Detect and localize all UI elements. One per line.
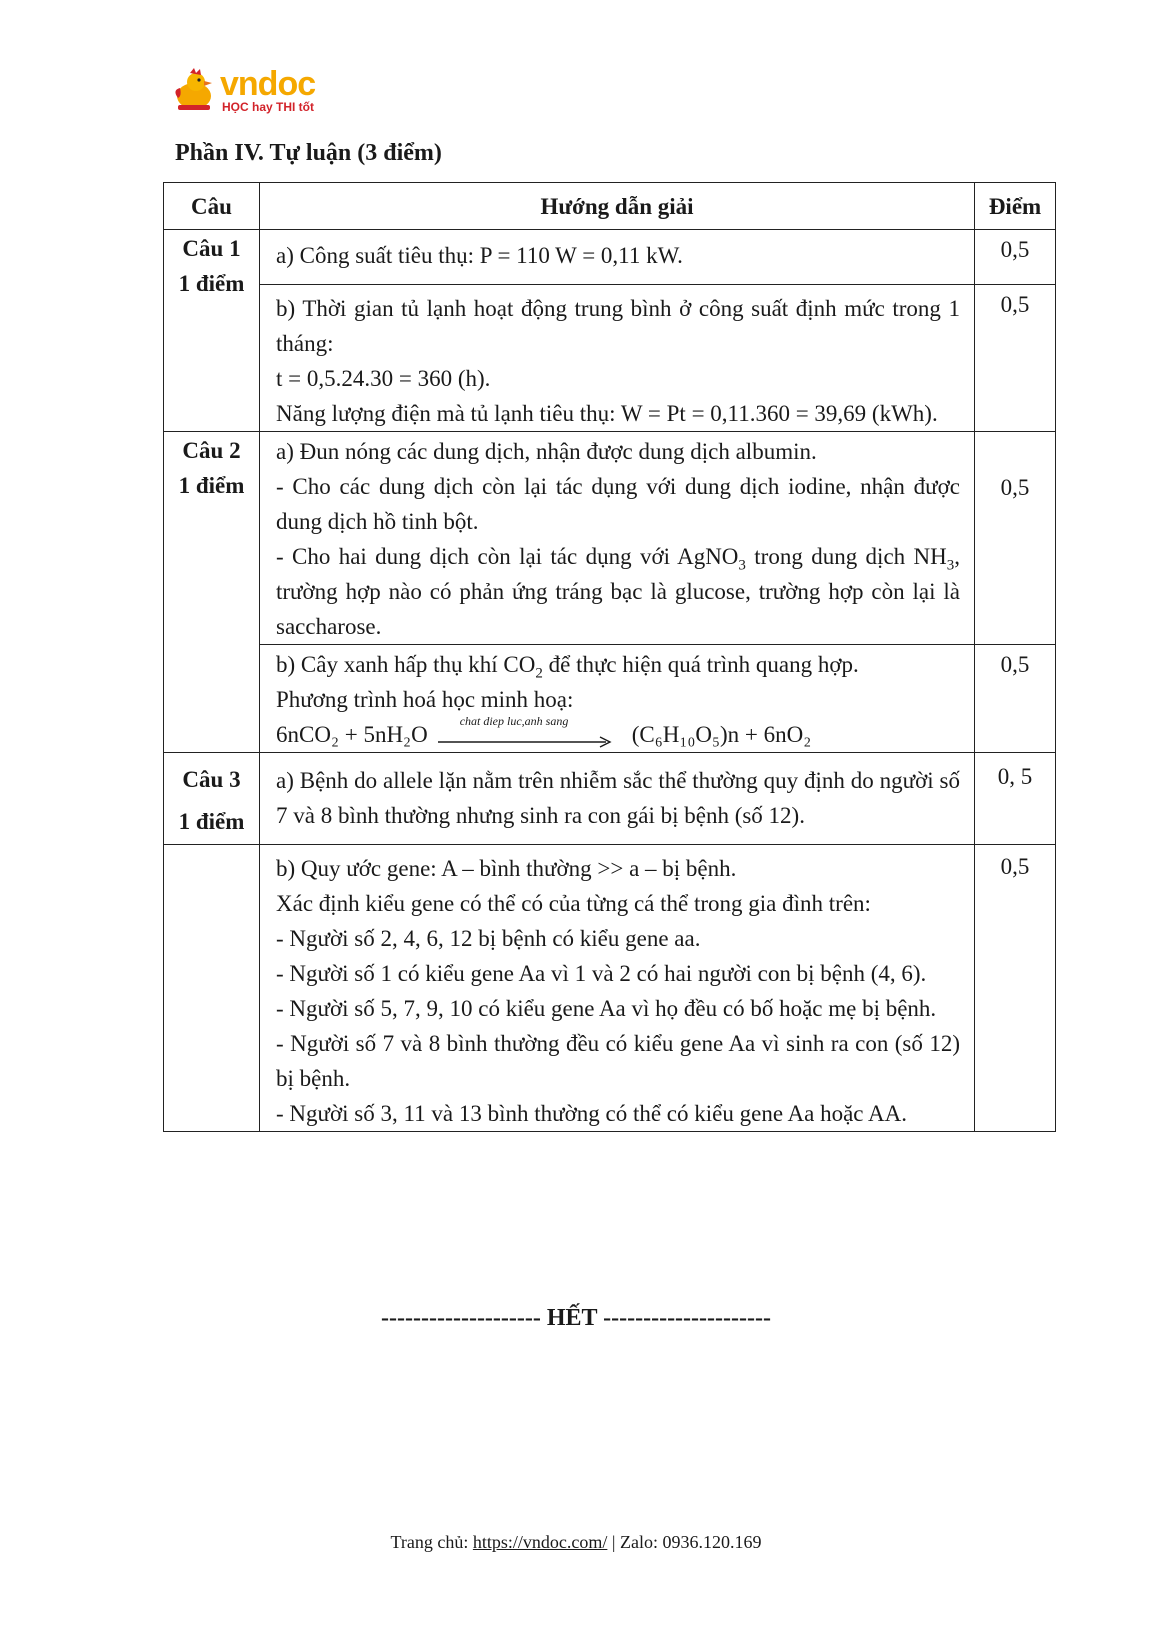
- rooster-mascot-icon: [172, 68, 218, 112]
- reaction-arrow: chat diep luc,anh sang: [438, 722, 614, 752]
- logo-slogan: HỌC hay THI tốt: [222, 100, 314, 114]
- logo-wordmark: vndoc: [220, 65, 316, 103]
- q3a-solution: a) Bệnh do allele lặn nằm trên nhiễm sắc thể thường quy định do người số 7 và 8 bình thường nhưng sinh ra con gái bị bệnh (số 12).: [260, 753, 975, 845]
- table-header-row: [164, 183, 1056, 230]
- q3b-empty-cell: [164, 845, 260, 1132]
- q2a-score: 0,5: [975, 432, 1056, 645]
- q1a-solution: a) Công suất tiêu thụ: P = 110 W = 0,11 kW.: [260, 230, 975, 285]
- homepage-link[interactable]: https://vndoc.com/: [472, 1532, 608, 1552]
- q2b-score: 0,5: [975, 645, 1056, 753]
- arrow-right-icon: [438, 736, 614, 748]
- page-footer: Trang chủ: https://vndoc.com/ | Zalo: 0936.120.169: [390, 1532, 762, 1552]
- question-2-label: Câu 2 1 điểm: [164, 432, 260, 753]
- vndoc-logo: [172, 66, 322, 116]
- table-row: [164, 230, 1056, 285]
- table-row: [164, 432, 1056, 645]
- table-row: [164, 753, 1056, 845]
- chemical-equation: 6nCO₂ + 5nH₂O chat diep luc,anh sang (C₆H₁₀O₅)n + 6nO₂: [276, 717, 960, 752]
- header-solution: Hướng dẫn giải: [260, 183, 975, 230]
- q1b-solution: b) Thời gian tủ lạnh hoạt động trung bình ở công suất định mức trong 1 tháng: t = 0,5.24.30 = 360 (h). Năng lượng điện mà tủ lạnh tiêu thụ: W = Pt = 0,11.360 = 39,69 (kWh).: [260, 285, 975, 432]
- header-question: Câu: [164, 183, 260, 230]
- answer-table: [163, 182, 1056, 1132]
- table-row: [164, 645, 1056, 753]
- q1b-score: 0,5: [975, 285, 1056, 432]
- question-3-label: Câu 3 1 điểm: [164, 753, 260, 845]
- table-row: [164, 285, 1056, 432]
- q3b-score: 0,5: [975, 845, 1056, 1132]
- q1a-score: 0,5: [975, 230, 1056, 285]
- q2a-solution: a) Đun nóng các dung dịch, nhận được dung dịch albumin. - Cho các dung dịch còn lại tác dụng với dung dịch iodine, nhận được dung dịch hồ tinh bột. - Cho hai dung dịch còn lại tác dụng với AgNO$_3$ trong dung dịch $NH_3$, trường hợp nào có phản ứng tráng bạc là glucose, trường hợp còn lại là saccharose.: [260, 432, 975, 645]
- header-score: Điểm: [975, 183, 1056, 230]
- q2b-solution: b) Cây xanh hấp thụ khí $CO_2$ để thực hiện quá trình quang hợp. Phương trình hoá học minh hoạ: 6nCO₂ + 5nH₂O chat diep luc,anh sang (C₆H₁₀O₅)n + 6nO₂: [260, 645, 975, 753]
- section-heading: Phần IV. Tự luận (3 điểm): [175, 140, 442, 166]
- q3b-solution: b) Quy ước gene: A – bình thường >> a – bị bệnh. Xác định kiểu gene có thể có của từng cá thể trong gia đình trên: - Người số 2, 4, 6, 12 bị bệnh có kiểu gene aa. - Người số 1 có kiểu gene Aa vì 1 và 2 có hai người con bị bệnh (4, 6). - Người số 5, 7, 9, 10 có kiểu gene Aa vì họ đều có bố hoặc mẹ bị bệnh. - Người số 7 và 8 bình thường đều có kiểu gene Aa vì sinh ra con (số 12) bị bệnh. - Người số 3, 11 và 13 bình thường có thể có kiểu gene Aa hoặc AA.: [260, 845, 975, 1132]
- question-1-label: Câu 1 1 điểm: [164, 230, 260, 432]
- q3a-score: 0, 5: [975, 753, 1056, 845]
- table-row: [164, 845, 1056, 1132]
- end-marker: -------------------- HẾT ---------------------: [381, 1305, 771, 1331]
